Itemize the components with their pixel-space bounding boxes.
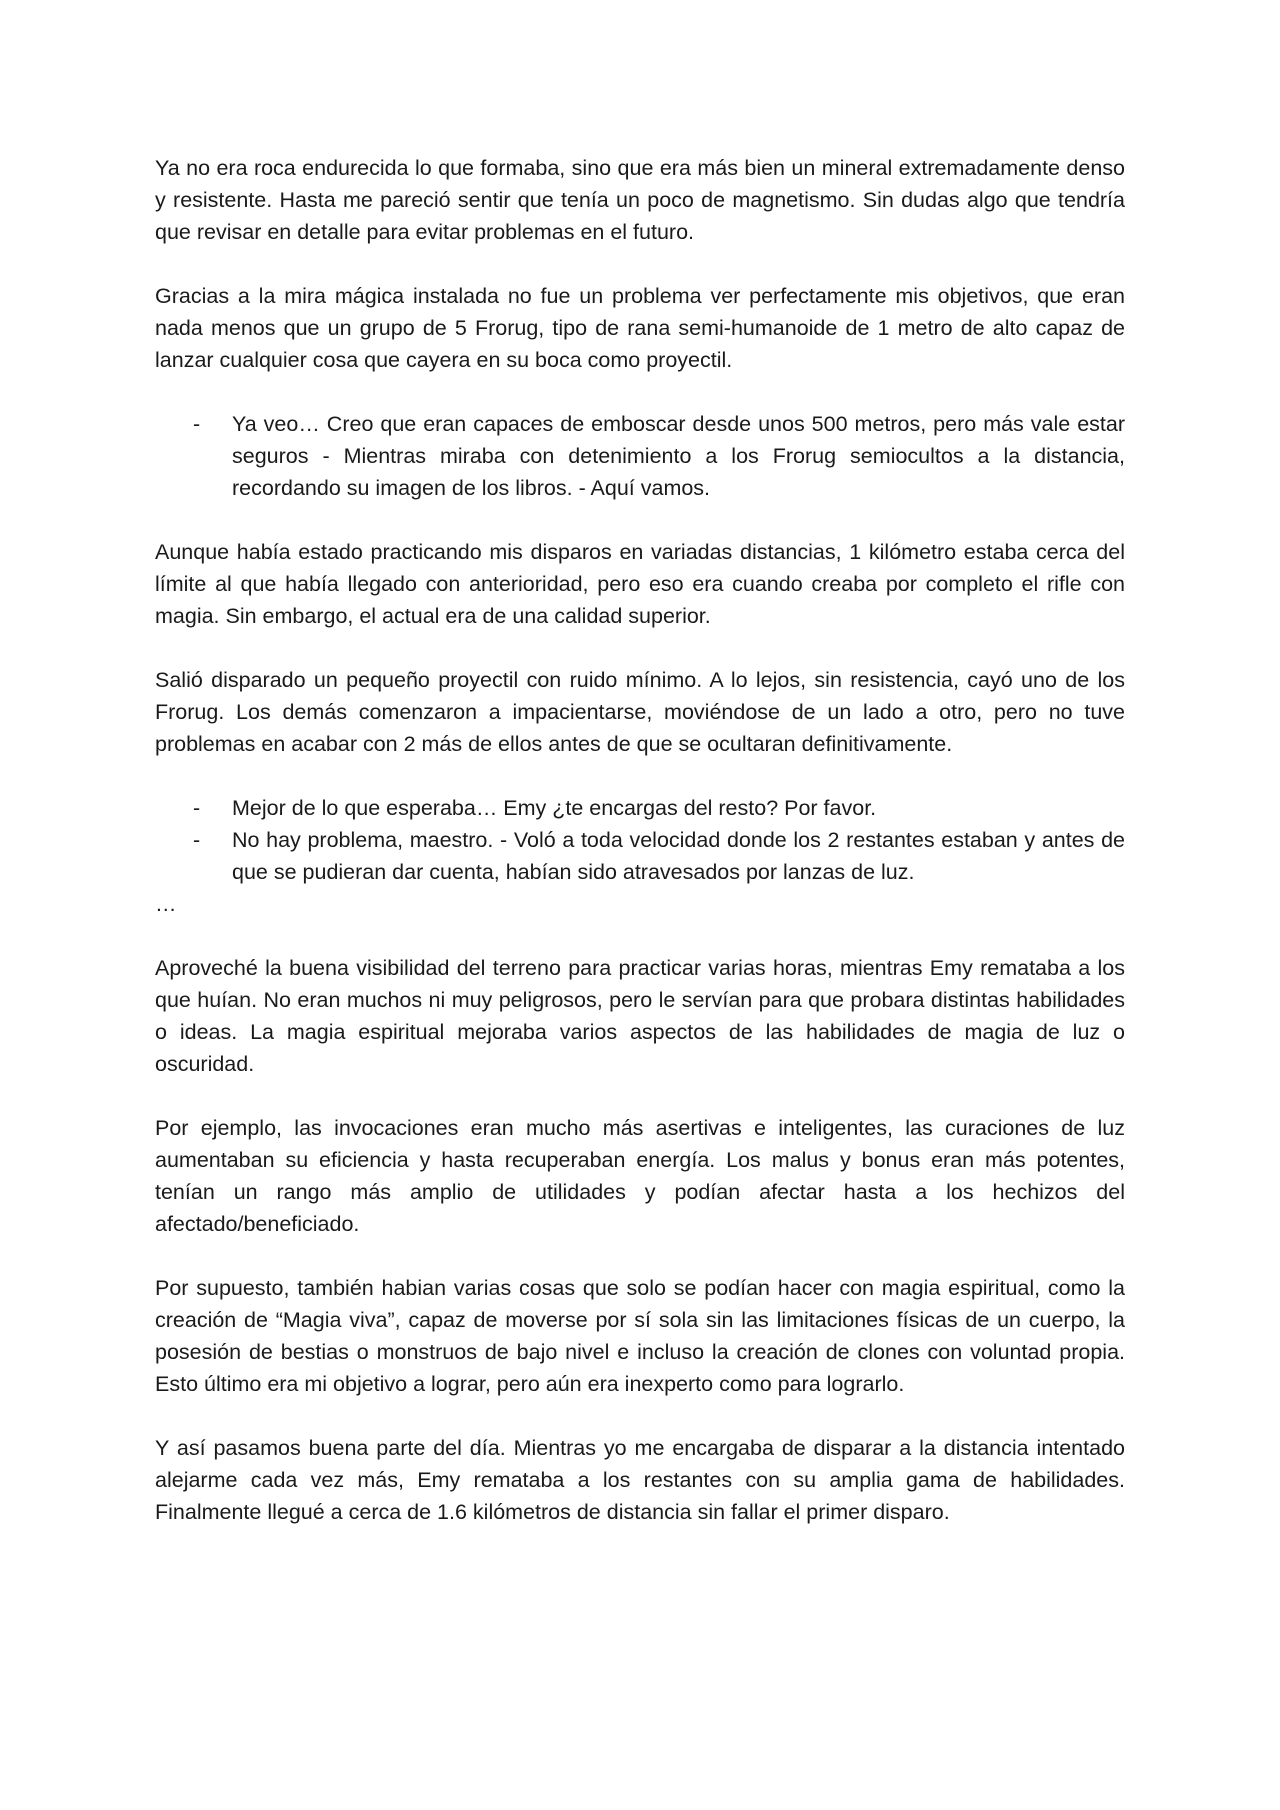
document-body bbox=[155, 152, 1125, 1528]
dialogue-dash: - bbox=[193, 796, 201, 820]
dialogue-line bbox=[155, 408, 1125, 504]
dialogue-text: Mejor de lo que esperaba… Emy ¿te encargas del resto? Por favor. bbox=[232, 796, 877, 820]
dialogue-list bbox=[155, 792, 1125, 888]
dialogue-text: No hay problema, maestro. - Voló a toda velocidad donde los 2 restantes estaban y antes de que se pudieran dar cuenta, habían sido atravesados por lanzas de luz. bbox=[232, 828, 1125, 884]
paragraph: Aunque había estado practicando mis disparos en variadas distancias, 1 kilómetro estaba cerca del límite al que había llegado con anterioridad, pero eso era cuando creaba por completo el rifle con magia. Sin embargo, el actual era de una calidad superior. bbox=[155, 540, 1125, 628]
dialogue-list bbox=[155, 408, 1125, 504]
dialogue-text: Ya veo… Creo que eran capaces de emboscar desde unos 500 metros, pero más vale estar seguros - Mientras miraba con detenimiento a los Frorug semiocultos a la distancia, recordando su imagen de los libros. - Aquí vamos. bbox=[232, 412, 1125, 500]
paragraph: Y así pasamos buena parte del día. Mientras yo me encargaba de disparar a la distancia intentado alejarme cada vez más, Emy remataba a los restantes con su amplia gama de habilidades. Finalmente llegué a cerca de 1.6 kilómetros de distancia sin fallar el primer disparo. bbox=[155, 1436, 1125, 1524]
paragraph: Por supuesto, también habian varias cosas que solo se podían hacer con magia espiritual, como la creación de “Magia viva”, capaz de moverse por sí sola sin las limitaciones físicas de un cuerpo, la posesión de bestias o monstruos de bajo nivel e incluso la creación de clones con voluntad propia. Esto último era mi objetivo a lograr, pero aún era inexperto como para lograrlo. bbox=[155, 1276, 1125, 1396]
dialogue-line bbox=[155, 792, 1125, 824]
paragraph: Gracias a la mira mágica instalada no fue un problema ver perfectamente mis objetivos, que eran nada menos que un grupo de 5 Frorug, tipo de rana semi-humanoide de 1 metro de alto capaz de lanzar cualquier cosa que cayera en su boca como proyectil. bbox=[155, 284, 1125, 372]
paragraph: Ya no era roca endurecida lo que formaba, sino que era más bien un mineral extremadamente denso y resistente. Hasta me pareció sentir que tenía un poco de magnetismo. Sin dudas algo que tendría que revisar en detalle para evitar problemas en el futuro. bbox=[155, 156, 1125, 244]
dialogue-dash: - bbox=[193, 412, 201, 436]
paragraph: Aproveché la buena visibilidad del terreno para practicar varias horas, mientras Emy remataba a los que huían. No eran muchos ni muy peligrosos, pero le servían para que probara distintas habilidades o ideas. La magia espiritual mejoraba varios aspectos de las habilidades de magia de luz o oscuridad. bbox=[155, 956, 1125, 1076]
dialogue-line bbox=[155, 824, 1125, 888]
dialogue-dash: - bbox=[193, 828, 201, 852]
scene-break-ellipsis: … bbox=[155, 892, 177, 916]
paragraph: Por ejemplo, las invocaciones eran mucho más asertivas e inteligentes, las curaciones de luz aumentaban su eficiencia y hasta recuperaban energía. Los malus y bonus eran más potentes, tenían un rango más amplio de utilidades y podían afectar hasta a los hechizos del afectado/beneficiado. bbox=[155, 1116, 1125, 1236]
paragraph: Salió disparado un pequeño proyectil con ruido mínimo. A lo lejos, sin resistencia, cayó uno de los Frorug. Los demás comenzaron a impacientarse, moviéndose de un lado a otro, pero no tuve problemas en acabar con 2 más de ellos antes de que se ocultaran definitivamente. bbox=[155, 668, 1125, 756]
